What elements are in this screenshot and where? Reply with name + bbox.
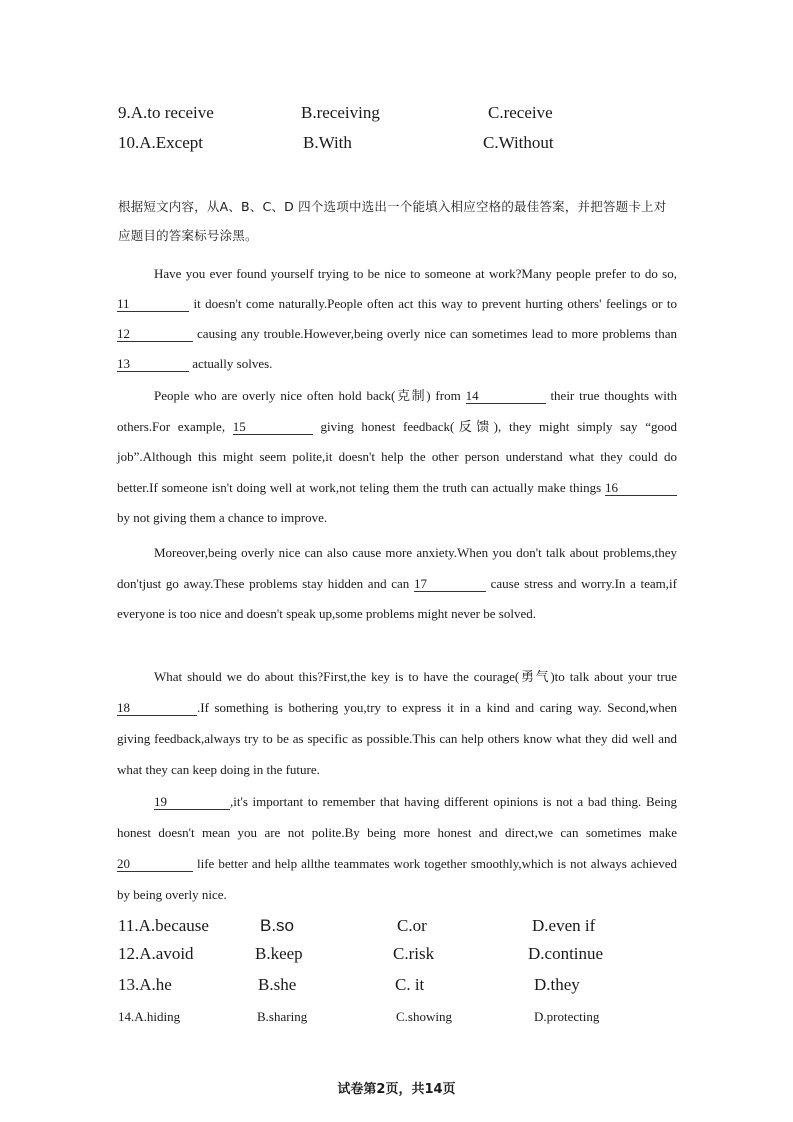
passage-paragraph-2: People who are overly nice often hold back(克制) from 14 their true thoughts with others.For example, 15 giving honest feedback(反馈), they might simply say “good job”.Although this might seem polite,it doesn't help the other person understand what they could do better.If someone isn't doing well at work,not teling them the truth can actually make things 16 by not giving them a chance to improve. — [117, 388, 677, 525]
option-d: D.protecting — [534, 1009, 600, 1024]
option-a: 12.A.avoid — [118, 944, 194, 963]
option-b: B.so — [260, 916, 295, 935]
option-b: B.With — [303, 133, 352, 152]
blank-14: 14 — [466, 389, 546, 404]
option-a: 14.A.hiding — [118, 1009, 181, 1024]
passage-paragraph-1: Have you ever found yourself trying to be nice to someone at work?Many people prefer to do so, 11 it doesn't come naturally.People often act this way to prevent hurting others' feelings or to 12 causing any trouble.However,being overly nice can sometimes lead to more problems than 13 actually solves. — [117, 266, 677, 371]
blank-12: 12 — [117, 327, 193, 342]
blank-18: 18 — [117, 701, 197, 716]
option-c: C.or — [397, 916, 427, 935]
option-b: B.keep — [255, 944, 303, 963]
option-d: D.continue — [528, 944, 604, 963]
option-d: D.even if — [532, 916, 596, 935]
option-c: C.showing — [396, 1009, 452, 1024]
blank-17: 17 — [414, 577, 486, 592]
blank-20: 20 — [117, 857, 193, 872]
option-b: B.receiving — [301, 103, 380, 122]
passage-paragraph-5: 19 ,it's important to remember that having different opinions is not a bad thing. Being honest doesn't mean you are not polite.By being more honest and direct,we can sometimes make 20 life better and help allthe teammates work together smoothly,which is not always achieved by being overly nice. — [117, 794, 677, 902]
passage-paragraph-4: What should we do about this?First,the key is to have the courage(勇气)to talk about your true 18 .If something is bothering you,try to express it in a kind and caring way. Second,when giving feedback,always try to be as specific as possible.This can help others know what they did well and what they can keep doing in the future. — [117, 669, 677, 777]
section-instructions: 根据短文内容，从A、B、C、D 四个选项中选出一个能填入相应空格的最佳答案，并把答题卡上对应题目的答案标号涂黑。 — [118, 199, 667, 243]
option-c: C.Without — [483, 133, 554, 152]
option-c: C. it — [395, 975, 425, 994]
option-a: 13.A.he — [118, 975, 172, 994]
blank-19: 19 — [154, 795, 230, 810]
page-footer: 试卷第2页，共14页 — [337, 1082, 456, 1097]
option-b: B.she — [258, 975, 297, 994]
blank-11: 11 — [117, 297, 189, 312]
option-b: B.sharing — [257, 1009, 308, 1024]
option-a: 10.A.Except — [118, 133, 203, 152]
option-a: 11.A.because — [118, 916, 209, 935]
blank-13: 13 — [117, 357, 189, 372]
option-d: D.they — [534, 975, 580, 994]
option-c: C.risk — [393, 944, 435, 963]
blank-16: 16 — [605, 481, 677, 496]
blank-15: 15 — [233, 420, 313, 435]
option-c: C.receive — [488, 103, 553, 122]
passage-paragraph-3: Moreover,being overly nice can also cause more anxiety.When you don't talk about problems,they don'tjust go away.These problems stay hidden and can 17 cause stress and worry.In a team,if everyone is too nice and doesn't speak up,some problems might never be solved. — [117, 545, 677, 621]
option-a: 9.A.to receive — [118, 103, 214, 122]
